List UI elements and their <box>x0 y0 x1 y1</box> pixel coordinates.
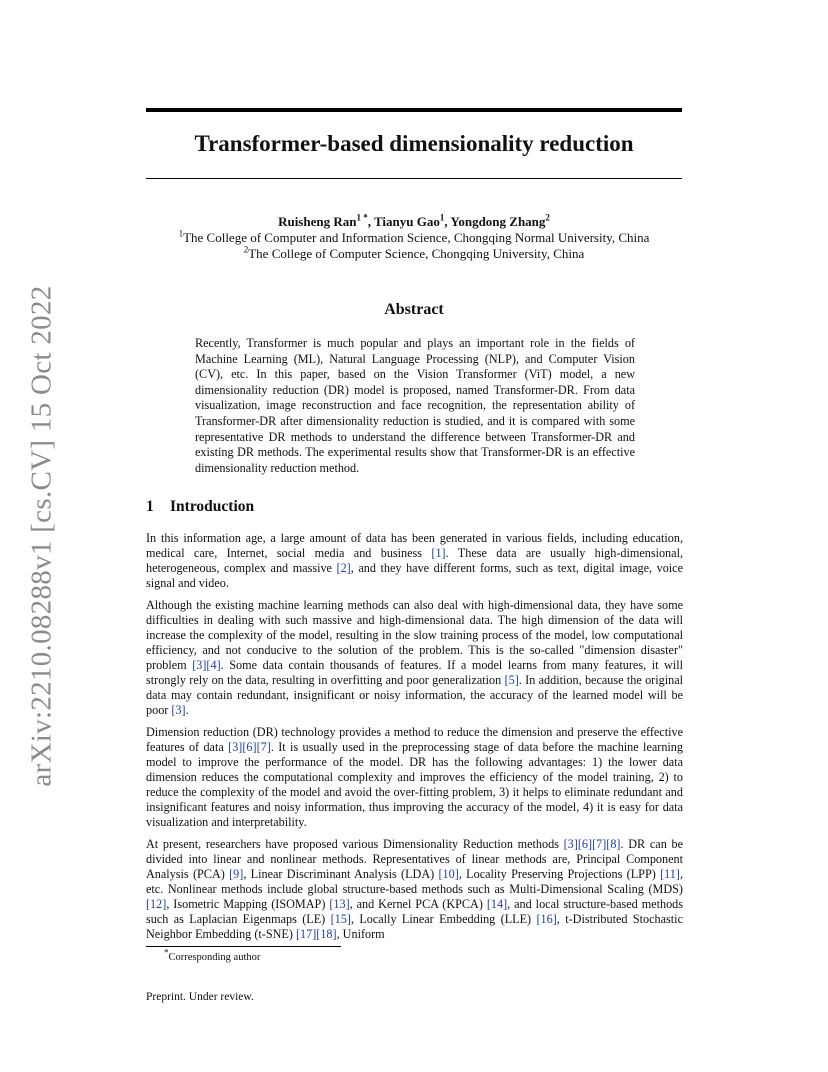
citation-link[interactable]: [5] <box>504 673 519 687</box>
preprint-notice: Preprint. Under review. <box>146 991 254 1003</box>
introduction-body <box>146 531 683 949</box>
text-run: , Locally Linear Embedding (LLE) <box>350 912 537 926</box>
text-run: , Locality Preserving Projections (LPP) <box>458 867 661 881</box>
affiliation-2-text: The College of Computer Science, Chongqing University, China <box>248 246 585 261</box>
title-top-rule <box>146 108 682 112</box>
author-2-sup: 1 <box>439 212 445 223</box>
citation-link[interactable]: [7] <box>256 740 271 754</box>
text-run: . In addition, because the original data may contain redundant, insignificant or noisy information, the accuracy of the learned model will be poor <box>146 673 683 717</box>
affiliation-1 <box>120 230 708 246</box>
citation-link[interactable]: [11] <box>660 867 680 881</box>
abstract-text: Recently, Transformer is much popular and plays an important role in the fields of Machine Learning (ML), Natural Language Processing (NLP), and Computer Vision (CV), etc. In this paper, based on the Vision Transformer (ViT) model, a new dimensionality reduction (DR) model is proposed, named Transformer-DR. From data visualization, image reconstruction and face recognition, the representation ability of Transformer-DR after dimensionality reduction is studied, and it is compared with some representative DR methods to understand the difference between Transformer-DR and existing DR methods. The experimental results show that Transformer-DR is an effective dimensionality reduction method. <box>195 336 635 475</box>
text-run: . DR can be divided into linear and nonlinear methods. Representatives of linear methods are, Principal Component Analysis (PCA) <box>146 837 683 881</box>
text-run: , and Kernel PCA (KPCA) <box>349 897 487 911</box>
abstract-heading: Abstract <box>384 301 444 318</box>
section-title: Introduction <box>170 498 255 515</box>
text-run: . These data are usually high-dimensional, heterogeneous, complex and massive <box>146 546 683 575</box>
author-3-sup: 2 <box>545 212 550 223</box>
text-run: . It is usually used in the preprocessing stage of data before the machine learning model to improve the performance of the model. DR has the following advantages: 1) the lower data dimension reduces the computational complexity and improves the efficiency of the model training, 2) to reduce the complexity of the model and avoid the over-fitting problem, 3) it helps to eliminate redundant and insignificant features and noisy information, thus improving the accuracy of the model, 4) it is easy for data visualization and interpretability. <box>146 740 683 829</box>
citation-link[interactable]: [10] <box>438 867 459 881</box>
citation-link[interactable]: [13] <box>329 897 350 911</box>
author-block <box>120 214 708 262</box>
text-run: , Linear Discriminant Analysis (LDA) <box>243 867 439 881</box>
text-run: , etc. Nonlinear methods include global structure-based methods such as Multi-Dimensional Scaling (MDS) <box>146 867 683 896</box>
affiliation-1-text: The College of Computer and Information Science, Chongqing Normal University, China <box>183 230 650 245</box>
paper-title: Transformer-based dimensionality reduction <box>194 131 634 156</box>
affiliation-2 <box>120 246 708 262</box>
text-run: Dimension reduction (DR) technology provides a method to reduce the dimension and preserve the effective features of data <box>146 725 683 754</box>
text-run: , and local structure-based methods such as Laplacian Eigenmaps (LE) <box>146 897 684 926</box>
section-number: 1 <box>146 498 154 515</box>
arxiv-identifier-stamp: arXiv:2210.08288v1 [cs.CV] 15 Oct 2022 <box>25 285 58 787</box>
citation-link[interactable]: [4] <box>206 658 221 672</box>
author-3: Yongdong Zhang <box>450 214 546 229</box>
footnote-mark: * <box>164 947 169 958</box>
citation-link[interactable]: [7] <box>592 837 607 851</box>
citation-link[interactable]: [12] <box>146 897 167 911</box>
affiliation-1-sup: 1 <box>178 228 184 239</box>
section-heading <box>146 497 254 517</box>
text-run: . <box>185 703 189 717</box>
paragraph-4 <box>146 837 683 942</box>
text-run: In this information age, a large amount of data has been generated in various fields, including education, medical care, Internet, social media and business <box>146 531 683 560</box>
footnote <box>164 947 261 965</box>
citation-link[interactable]: [6] <box>577 837 593 851</box>
author-names: Ruisheng Ran$^{1 *}$, Tianyu Gao$^1$, Yongdong Zhang$^2$ <box>278 212 550 229</box>
citation-link[interactable]: [9] <box>229 867 244 881</box>
text-run: At present, researchers have proposed various Dimensionality Reduction methods <box>146 837 564 851</box>
citation-link[interactable]: [3] <box>228 740 243 754</box>
text-run: , Uniform <box>336 927 385 941</box>
footnote-rule <box>146 946 341 947</box>
author-1-sup: 1 * <box>356 212 368 223</box>
paragraph-2 <box>146 598 683 718</box>
citation-link[interactable]: [1] <box>431 546 446 560</box>
affiliation-2-sup: 2 <box>243 244 249 255</box>
citation-link[interactable]: [14] <box>486 897 508 911</box>
citation-link[interactable]: [3] <box>171 703 186 717</box>
text-run: , Isometric Mapping (ISOMAP) <box>166 897 330 911</box>
footnote-text: Corresponding author <box>168 952 261 963</box>
title-bottom-rule <box>146 178 682 179</box>
citation-link[interactable]: [15] <box>330 912 351 926</box>
paragraph-1 <box>146 531 683 591</box>
text-run: Although the existing machine learning methods can also deal with high-dimensional data, they have some difficulties in dealing with such massive and high-dimensional data. The high dimension of the data will increase the complexity of the model, resulting in the slow training process of the model, low computational efficiency, and not conducive to the solution of the problem. This is the so-called "dimension disaster" problem <box>146 598 683 672</box>
citation-link[interactable]: [18] <box>316 927 337 941</box>
citation-link[interactable]: [8] <box>606 837 621 851</box>
citation-link[interactable]: [3] <box>563 837 578 851</box>
text-run: . Some data contain thousands of features. If a model learns from many features, it will strongly rely on the data, resulting in overfitting and poor generalization <box>146 658 683 687</box>
citation-link[interactable]: [3] <box>192 658 207 672</box>
paragraph-3 <box>146 725 683 830</box>
citation-link[interactable]: [6] <box>242 740 257 754</box>
text-run: , t-Distributed Stochastic Neighbor Embedding (t-SNE) <box>146 912 683 941</box>
text-run: , and they have different forms, such as text, digital image, voice signal and video. <box>146 561 683 590</box>
citation-link[interactable]: [2] <box>336 561 351 575</box>
citation-link[interactable]: [16] <box>536 912 557 926</box>
author-2: Tianyu Gao <box>373 214 440 229</box>
author-1: Ruisheng Ran <box>278 214 357 229</box>
citation-link[interactable]: [17] <box>295 927 317 941</box>
